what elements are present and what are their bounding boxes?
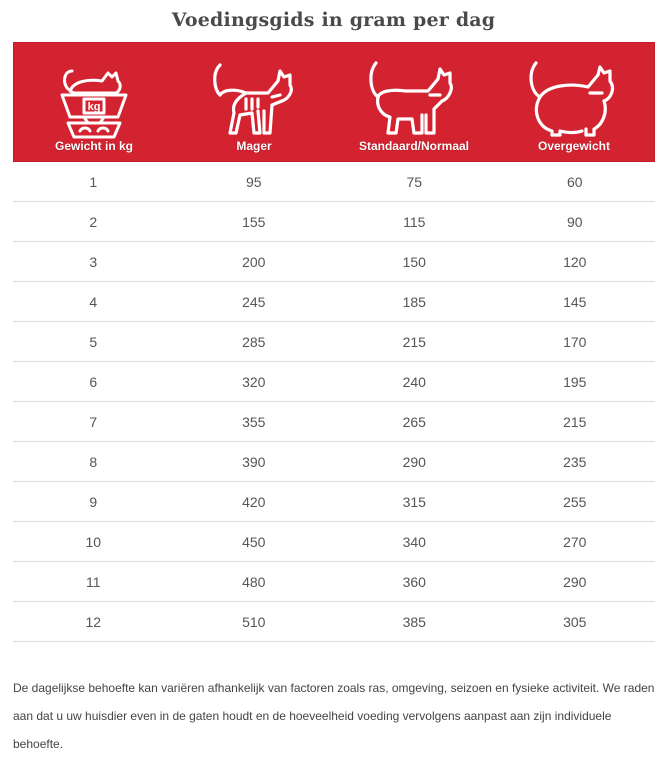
overweight-cat-icon [524, 59, 624, 139]
table-row [13, 482, 655, 522]
cell-weight: 3 [89, 253, 98, 270]
cell-normal: 265 [402, 413, 426, 430]
cell-normal: 185 [402, 293, 426, 310]
header-normal-label: Standaard/Normaal [358, 139, 470, 153]
table-row [13, 162, 655, 202]
cell-weight: 2 [89, 213, 98, 230]
cell-overweight: 290 [563, 573, 587, 590]
cell-overweight: 270 [563, 533, 587, 550]
cell-normal: 315 [402, 493, 426, 510]
cell-lean: 155 [242, 213, 266, 230]
cell-lean: 420 [242, 493, 266, 510]
table-row [13, 522, 655, 562]
cell-weight: 10 [85, 533, 102, 550]
table-row [13, 602, 655, 642]
header-weight [14, 43, 174, 161]
table-body [13, 162, 655, 642]
cell-lean: 450 [242, 533, 266, 550]
cell-weight: 5 [89, 333, 98, 350]
page-title: Voedingsgids in gram per dag [171, 9, 496, 31]
cat-on-scale-icon [54, 59, 134, 141]
cell-normal: 75 [406, 173, 423, 190]
table-row [13, 282, 655, 322]
cell-weight: 9 [89, 493, 98, 510]
cell-lean: 510 [242, 613, 266, 630]
cell-weight: 12 [85, 613, 102, 630]
table-row [13, 442, 655, 482]
table-row [13, 242, 655, 282]
scale-kg-label: kg [87, 101, 101, 113]
cell-overweight: 195 [563, 373, 587, 390]
table-row [13, 322, 655, 362]
table-row [13, 562, 655, 602]
header-overweight-label: Overgewicht [537, 139, 611, 153]
cell-normal: 385 [402, 613, 426, 630]
cell-lean: 245 [242, 293, 266, 310]
cell-weight: 1 [89, 173, 98, 190]
table-row [13, 362, 655, 402]
cell-normal: 115 [403, 213, 426, 230]
cell-normal: 290 [402, 453, 426, 470]
cell-overweight: 170 [563, 333, 587, 350]
cell-weight: 7 [89, 413, 98, 430]
cell-weight: 11 [85, 573, 101, 590]
header-weight-label: Gewicht in kg [54, 139, 133, 153]
cell-normal: 215 [402, 333, 426, 350]
table-row [13, 202, 655, 242]
header-lean [174, 43, 334, 161]
cell-overweight: 235 [563, 453, 587, 470]
cell-normal: 240 [402, 373, 426, 390]
cell-overweight: 60 [566, 173, 583, 190]
cell-weight: 4 [89, 293, 98, 310]
cell-overweight: 90 [566, 213, 583, 230]
lean-cat-icon [206, 59, 302, 139]
cell-lean: 200 [242, 253, 266, 270]
feeding-note: De dagelijkse behoefte kan variëren afhankelijk van factoren zoals ras, omgeving, seizoen en fysieke activiteit. We raden aan dat u uw huisdier even in de gaten houdt en de hoeveelheid voeding vervolgens aanpast aan zijn individuele behoefte. [13, 681, 655, 751]
cell-overweight: 145 [563, 293, 587, 310]
cell-lean: 355 [242, 413, 266, 430]
cell-overweight: 120 [563, 253, 587, 270]
normal-cat-icon [364, 59, 464, 139]
header-lean-label: Mager [236, 139, 272, 153]
table-header [13, 42, 655, 162]
cell-weight: 6 [89, 373, 98, 390]
cell-normal: 360 [402, 573, 426, 590]
header-overweight [494, 43, 654, 161]
cell-lean: 320 [242, 373, 266, 390]
cell-weight: 8 [89, 453, 98, 470]
cell-overweight: 215 [563, 413, 587, 430]
cell-lean: 95 [245, 173, 262, 190]
cell-normal: 150 [402, 253, 426, 270]
cell-overweight: 255 [563, 493, 587, 510]
cell-lean: 480 [242, 573, 266, 590]
cell-lean: 390 [242, 453, 266, 470]
cell-normal: 340 [402, 533, 426, 550]
table-row [13, 402, 655, 442]
cell-lean: 285 [242, 333, 266, 350]
cell-overweight: 305 [563, 613, 587, 630]
feeding-table [13, 42, 655, 642]
header-normal [334, 43, 494, 161]
